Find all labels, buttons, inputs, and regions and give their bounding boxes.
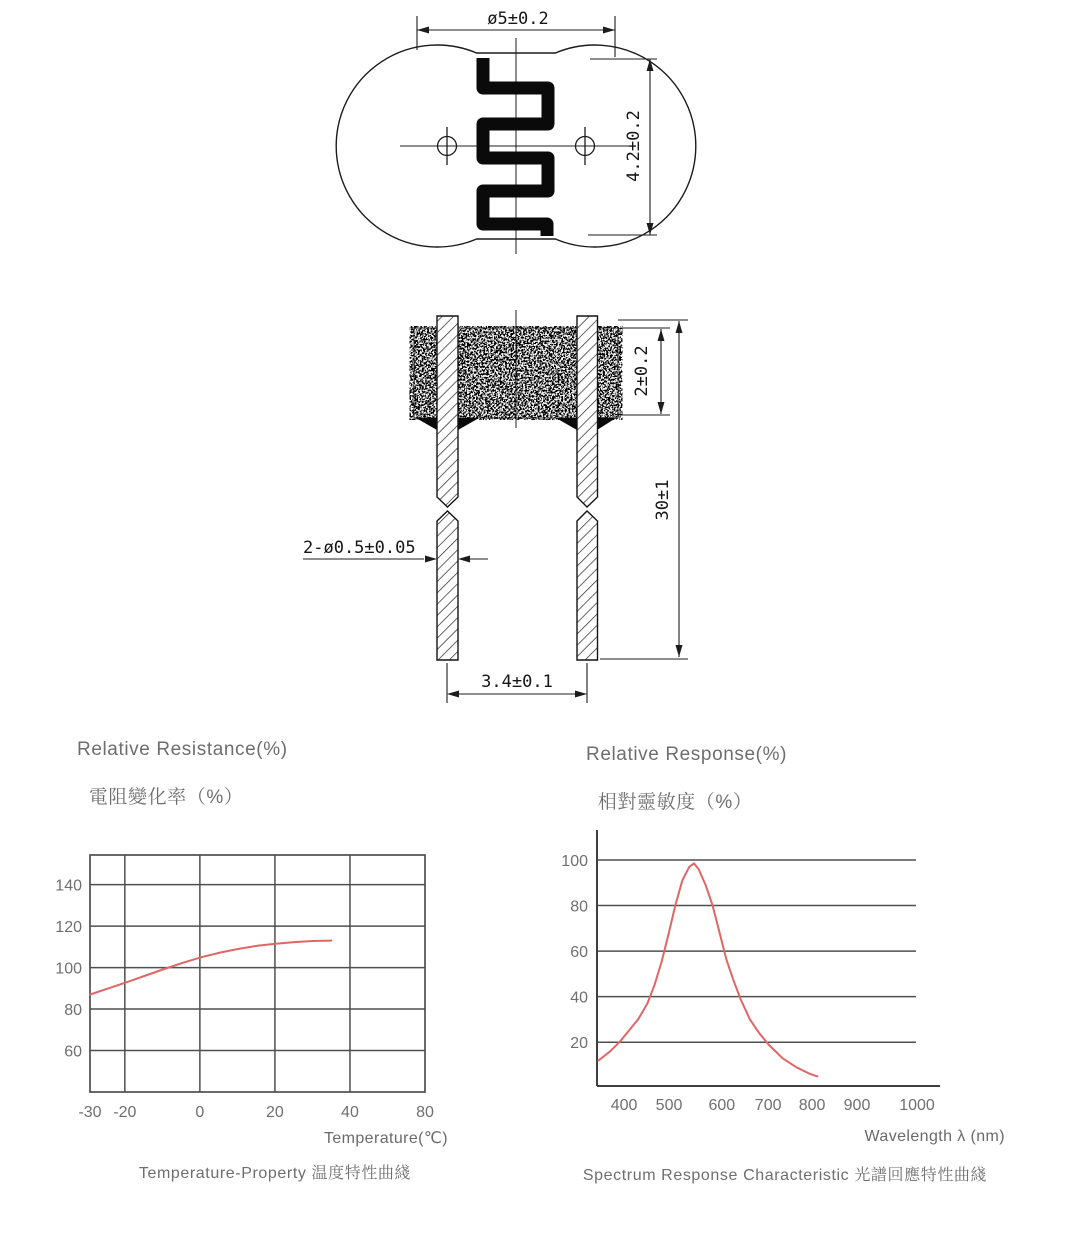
- data-curve-spectrum: [599, 863, 818, 1076]
- x-tick-label: 80: [416, 1104, 434, 1121]
- x-tick-label: 700: [754, 1097, 782, 1114]
- y-tick-label: 100: [561, 852, 588, 870]
- temperature-chart-title-en: Relative Resistance(%): [77, 739, 288, 760]
- chart-spectrum: [561, 830, 940, 1114]
- y-tick-label: 100: [55, 960, 82, 978]
- x-tick-label: -30: [78, 1104, 102, 1121]
- x-tick-label: 0: [195, 1104, 205, 1121]
- plot-border: [90, 855, 425, 1092]
- dim-height-text: 4.2±0.2: [624, 110, 644, 182]
- spectrum-chart-title-en: Relative Response(%): [586, 744, 788, 765]
- dim-lead-spacing-text: 3.4±0.1: [481, 672, 553, 692]
- x-tick-label: 40: [341, 1104, 359, 1121]
- y-tick-label: 40: [570, 989, 588, 1007]
- dim-lead-length-text: 30±1: [653, 479, 673, 521]
- y-tick-label: 60: [570, 944, 588, 962]
- x-tick-label: 500: [655, 1097, 683, 1114]
- y-tick-label: 60: [64, 1043, 82, 1061]
- temperature-chart-caption: Temperature-Property 温度特性曲綫: [138, 1165, 412, 1182]
- x-tick-label: 20: [266, 1104, 284, 1121]
- spectrum-x-axis-label: Wavelength λ (nm): [864, 1128, 1005, 1145]
- x-tick-label: 400: [610, 1097, 638, 1114]
- temperature-chart-title: [77, 738, 288, 810]
- y-tick-label: 120: [55, 919, 82, 937]
- x-tick-label: -20: [113, 1104, 137, 1121]
- spectrum-chart-title: [586, 743, 787, 815]
- y-tick-label: 140: [55, 877, 82, 895]
- chart-temperature: [55, 855, 434, 1121]
- x-tick-label: 900: [843, 1097, 871, 1114]
- dim-diameter-text: ø5±0.2: [487, 9, 549, 29]
- x-tick-label: 1000: [899, 1097, 935, 1114]
- spectrum-chart-title-zh: 相對靈敏度（%）: [597, 792, 753, 813]
- temperature-chart-title-zh: 電阻變化率（%）: [88, 787, 244, 808]
- y-tick-label: 80: [570, 898, 588, 916]
- temperature-x-axis-label: Temperature(℃): [323, 1130, 448, 1147]
- dim-lead-diameter-text: 2-ø0.5±0.05: [303, 538, 416, 558]
- y-tick-label: 20: [570, 1035, 588, 1053]
- x-tick-label: 800: [798, 1097, 826, 1114]
- spectrum-chart-caption: Spectrum Response Characteristic 光譜回應特性曲綫: [582, 1167, 988, 1184]
- dim-thickness-text: 2±0.2: [632, 345, 652, 397]
- x-tick-label: 600: [708, 1097, 736, 1114]
- y-tick-label: 80: [64, 1002, 82, 1020]
